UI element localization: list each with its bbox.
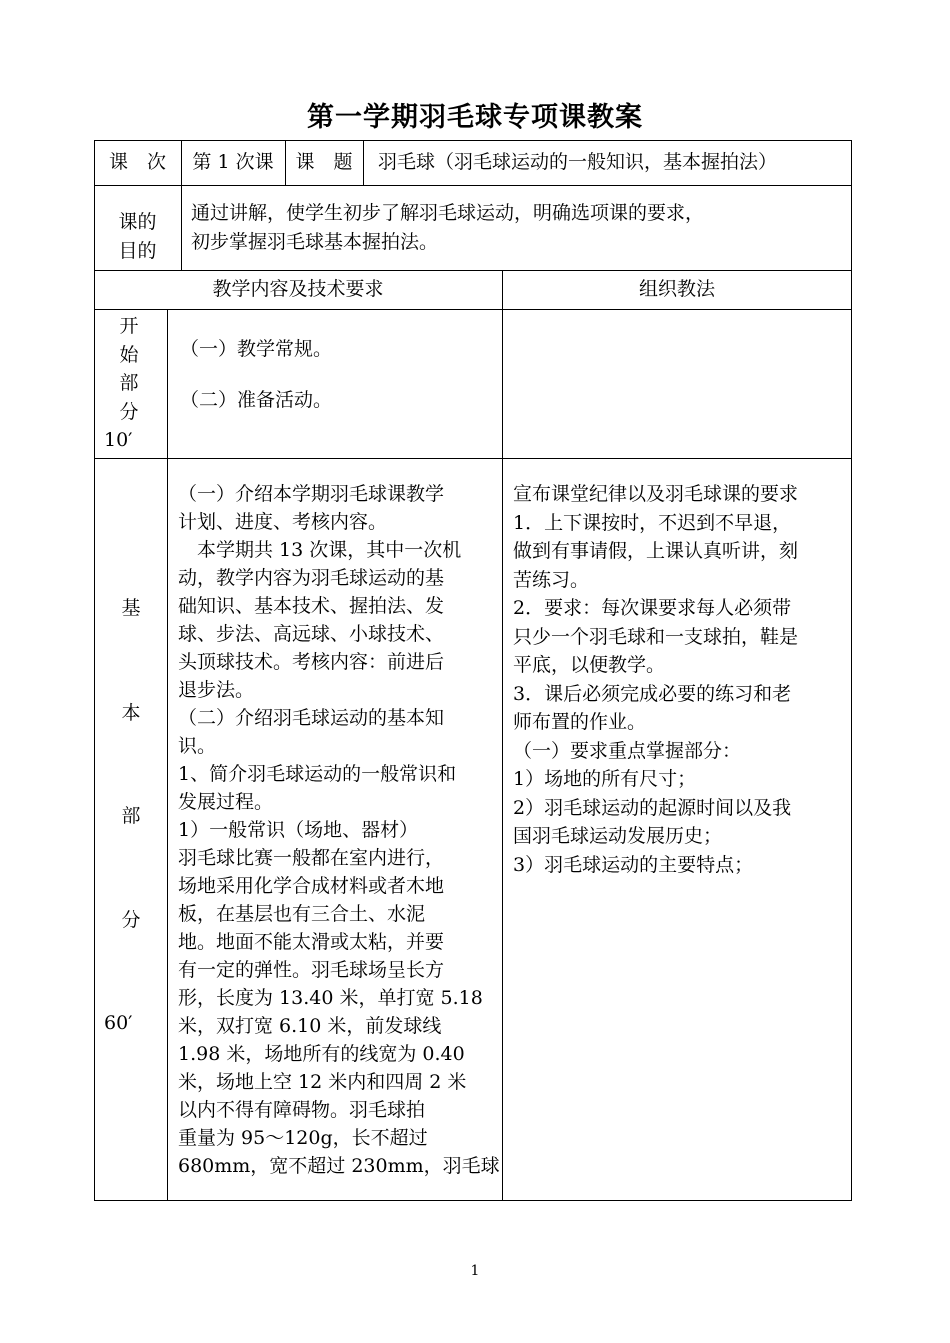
content-line: 发展过程。 xyxy=(178,791,274,813)
method-line: 做到有事请假，上课认真听讲，刻 xyxy=(513,540,799,562)
section-label-char: 始 xyxy=(119,343,139,366)
content-line: 1.98 米，场地所有的线宽为 0.40 xyxy=(178,1043,465,1065)
section-label-char: 部 xyxy=(119,372,139,394)
content-line: 以内不得有障碍物。羽毛球拍 xyxy=(178,1099,426,1121)
content-line: 退步法。 xyxy=(178,679,255,701)
start-item: （一）教学常规。 xyxy=(180,338,333,360)
goal-line: 初步掌握羽毛球基本握拍法。 xyxy=(191,231,439,253)
row-divider xyxy=(94,458,852,459)
method-line: 宣布课堂纪律以及羽毛球课的要求 xyxy=(513,483,799,505)
content-line: 羽毛球比赛一般都在室内进行， xyxy=(178,847,445,869)
method-column-header: 组织教法 xyxy=(638,278,715,300)
page-number: 1 xyxy=(470,1263,480,1279)
content-column-header: 教学内容及技术要求 xyxy=(212,278,384,300)
content-line: 米，双打宽 6.10 米，前发球线 xyxy=(178,1015,442,1037)
goal-label xyxy=(94,208,181,266)
content-line: 头顶球技术。考核内容：前进后 xyxy=(178,651,445,673)
content-line: 有一定的弹性。羽毛球场呈长方 xyxy=(178,959,445,981)
section-label-char: 开 xyxy=(119,315,139,337)
content-line: 重量为 95～120g，长不超过 xyxy=(178,1127,428,1149)
page-title: 第一学期羽毛球专项课教案 xyxy=(307,102,643,133)
section-label-char: 10′ xyxy=(104,429,133,451)
content-line: 米，场地上空 12 米内和四周 2 米 xyxy=(178,1071,467,1093)
method-line: 2．要求：每次课要求每人必须带 xyxy=(513,597,792,619)
method-line: 国羽毛球运动发展历史； xyxy=(513,825,723,847)
col-divider xyxy=(502,270,503,1201)
content-line: 动，教学内容为羽毛球运动的基 xyxy=(178,567,445,589)
content-line: 1）一般常识（场地、器材） xyxy=(178,819,419,841)
col-divider xyxy=(363,140,364,185)
method-line: 3．课后必须完成必要的练习和老 xyxy=(513,682,792,705)
content-line: 板，在基层也有三合土、水泥 xyxy=(178,903,426,925)
basic-method xyxy=(513,480,850,879)
method-line: 师布置的作业。 xyxy=(513,711,647,733)
content-line: 地。地面不能太滑或太粘，并要 xyxy=(178,931,445,953)
content-line: 680mm，宽不超过 230mm，羽毛球 xyxy=(178,1155,500,1177)
method-line: 3）羽毛球运动的主要特点； xyxy=(513,853,754,876)
content-line: （二）介绍羽毛球运动的基本知 xyxy=(178,707,445,729)
basic-section-label-char: 本 xyxy=(121,702,141,724)
lesson-number-label: 课 次 xyxy=(108,151,166,173)
basic-content xyxy=(178,480,500,1180)
method-line: 苦练习。 xyxy=(513,568,590,591)
method-line: （一）要求重点掌握部分： xyxy=(513,739,742,762)
content-line: 球、步法、高远球、小球技术、 xyxy=(178,623,445,645)
content-line: 识。 xyxy=(178,735,217,757)
row-divider xyxy=(94,309,852,310)
goal-line: 通过讲解，使学生初步了解羽毛球运动，明确选项课的要求， xyxy=(191,202,705,224)
content-line: 本学期共 13 次课，其中一次机 xyxy=(178,539,462,561)
basic-section-label-char: 部 xyxy=(121,805,141,827)
goal-label-line: 目的 xyxy=(118,240,157,262)
basic-section-label-char: 60′ xyxy=(104,1012,133,1034)
method-line: 1．上下课按时，不迟到不早退， xyxy=(513,511,792,534)
row-divider xyxy=(94,270,852,271)
topic-label: 课 题 xyxy=(295,151,353,173)
lesson-number-value: 第 1 次课 xyxy=(192,151,274,173)
content-line: 计划、进度、考核内容。 xyxy=(178,511,388,533)
method-line: 只少一个羽毛球和一支球拍，鞋是 xyxy=(513,625,799,648)
section-label-char: 分 xyxy=(119,400,139,423)
col-divider xyxy=(167,309,168,1201)
content-line: 1、简介羽毛球运动的一般常识和 xyxy=(178,763,457,785)
row-divider xyxy=(94,185,852,186)
basic-section-label-char: 基 xyxy=(121,597,141,619)
topic-value: 羽毛球（羽毛球运动的一般知识，基本握拍法） xyxy=(378,151,778,173)
start-item: （二）准备活动。 xyxy=(180,389,333,411)
goal-text xyxy=(191,199,841,257)
content-line: 形，长度为 13.40 米，单打宽 5.18 xyxy=(178,987,483,1009)
method-line: 2）羽毛球运动的起源时间以及我 xyxy=(513,796,792,819)
goal-label-line: 课的 xyxy=(118,211,157,233)
content-line: 础知识、基本技术、握拍法、发 xyxy=(178,595,445,617)
content-line: （一）介绍本学期羽毛球课教学 xyxy=(178,483,445,505)
content-line: 场地采用化学合成材料或者木地 xyxy=(178,875,445,897)
method-line: 1）场地的所有尺寸； xyxy=(513,768,697,790)
start-section-label xyxy=(104,312,149,455)
basic-section-label-char: 分 xyxy=(121,909,141,931)
method-line: 平底，以便教学。 xyxy=(513,654,666,676)
